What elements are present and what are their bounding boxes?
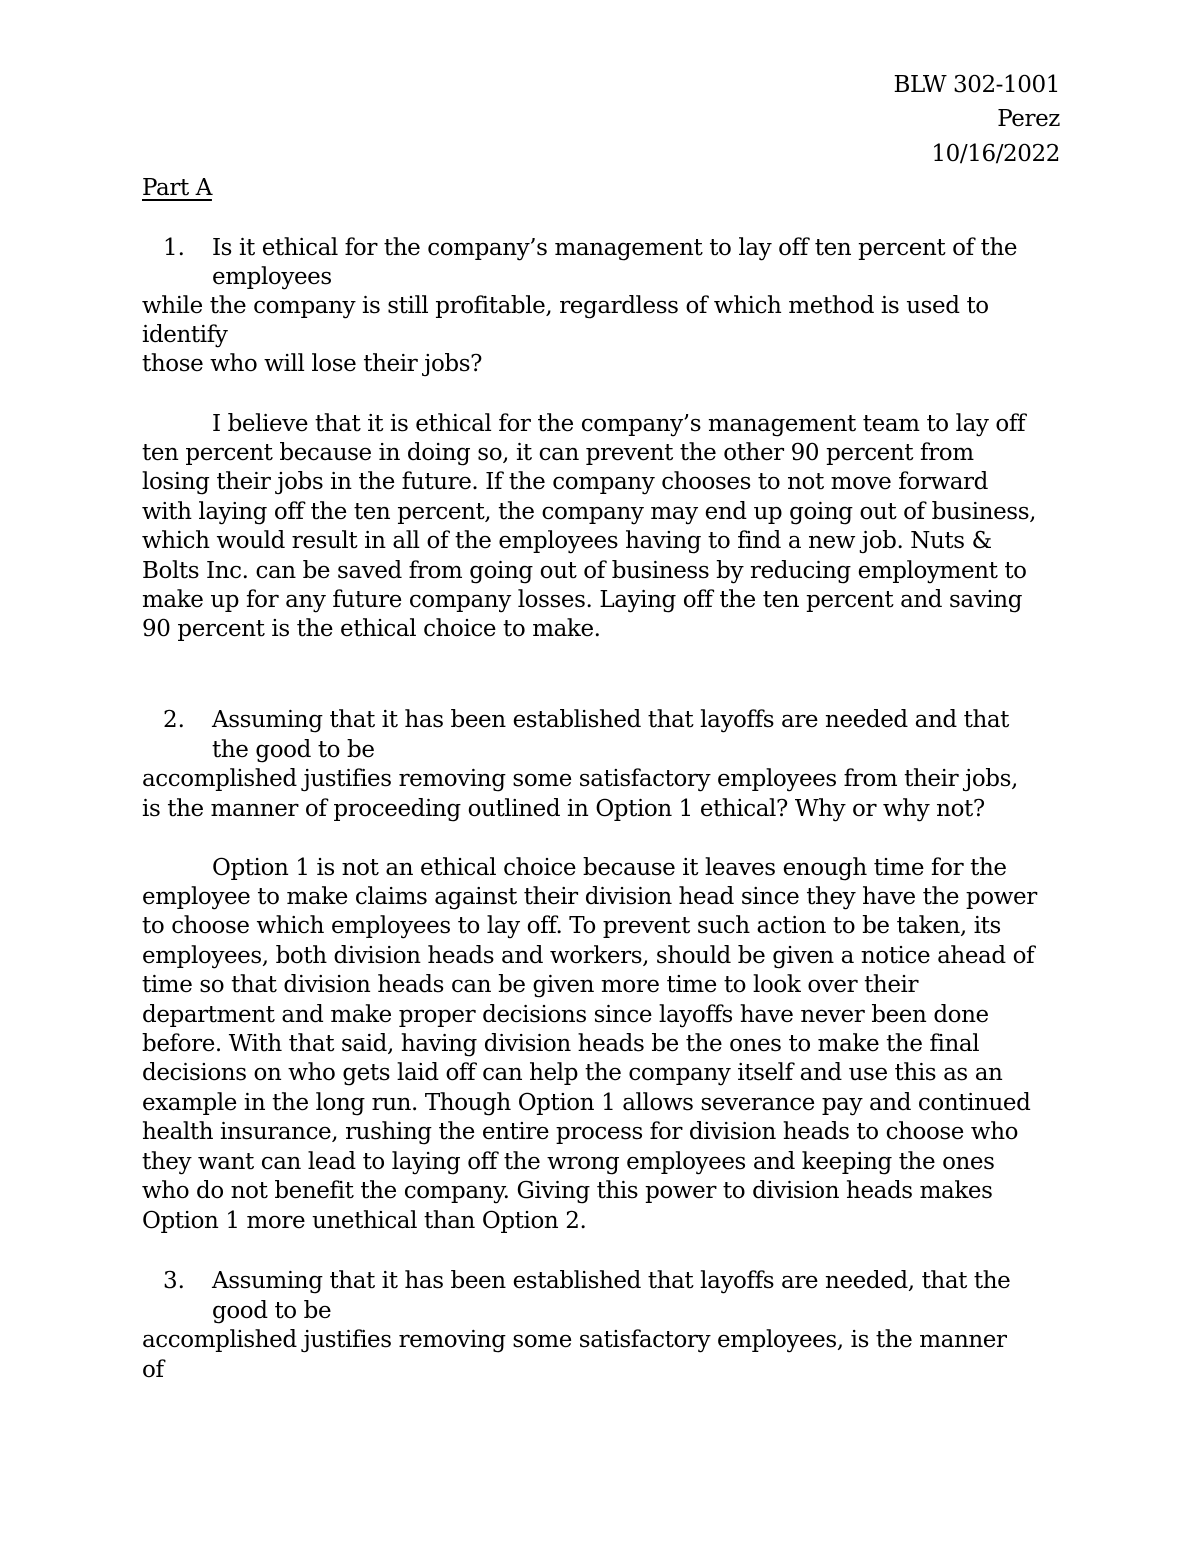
answer-2-line: Option 1 more unethical than Option 2. (142, 1208, 587, 1234)
answer-2-line: time so that division heads can be given more time to look over their (142, 972, 919, 998)
answer-2-line: employees, both division heads and workers, should be given a notice ahead of (142, 943, 1035, 969)
answer-2-line: example in the long run. Though Option 1 allows severance pay and continued (142, 1090, 1031, 1116)
question-1-line: employees (212, 264, 332, 290)
question-2-line: is the manner of proceeding outlined in Option 1 ethical? Why or why not? (142, 796, 985, 822)
answer-1-line: ten percent because in doing so, it can prevent the other 90 percent from (142, 440, 974, 466)
question-3-line: accomplished justifies removing some satisfactory employees, is the manner (142, 1327, 1007, 1353)
answer-2-line: health insurance, rushing the entire process for division heads to choose who (142, 1119, 1019, 1145)
author-name: Perez (997, 106, 1060, 132)
answer-2-line: decisions on who gets laid off can help the company itself and use this as an (142, 1060, 1003, 1086)
answer-1-line: with laying off the ten percent, the company may end up going out of business, (142, 499, 1037, 525)
question-2-line: accomplished justifies removing some satisfactory employees from their jobs, (142, 766, 1018, 792)
question-3-number: 3. (163, 1268, 185, 1294)
question-1-line: identify (142, 322, 228, 348)
answer-1-line: 90 percent is the ethical choice to make. (142, 616, 601, 642)
question-1-number: 1. (163, 235, 185, 261)
question-3-line: good to be (212, 1298, 332, 1324)
answer-1-line: make up for any future company losses. Laying off the ten percent and saving (142, 587, 1023, 613)
answer-1-line: which would result in all of the employees having to find a new job. Nuts & (142, 528, 992, 554)
question-3-line: Assuming that it has been established that layoffs are needed, that the (212, 1268, 1011, 1294)
course-code: BLW 302-1001 (893, 72, 1060, 98)
answer-2-line: Option 1 is not an ethical choice because it leaves enough time for the (212, 855, 1007, 881)
answer-2-line: who do not benefit the company. Giving this power to division heads makes (142, 1178, 993, 1204)
answer-1-line: I believe that it is ethical for the company’s management team to lay off (212, 411, 1026, 437)
question-3-line: of (142, 1357, 164, 1383)
question-1-line: while the company is still profitable, regardless of which method is used to (142, 293, 989, 319)
question-1-line: those who will lose their jobs? (142, 351, 483, 377)
document-date: 10/16/2022 (931, 141, 1060, 167)
question-2-line: Assuming that it has been established that layoffs are needed and that (212, 707, 1010, 733)
answer-2-line: they want can lead to laying off the wrong employees and keeping the ones (142, 1149, 995, 1175)
question-2-number: 2. (163, 707, 185, 733)
answer-2-line: employee to make claims against their division head since they have the power (142, 884, 1037, 910)
question-1-line: Is it ethical for the company’s management to lay off ten percent of the (212, 235, 1018, 261)
answer-1-line: losing their jobs in the future. If the company chooses to not move forward (142, 469, 988, 495)
answer-2-line: to choose which employees to lay off. To prevent such action to be taken, its (142, 913, 1001, 939)
question-2-line: the good to be (212, 737, 375, 763)
section-title: Part A (142, 175, 212, 201)
answer-2-line: before. With that said, having division heads be the ones to make the final (142, 1031, 980, 1057)
answer-1-line: Bolts Inc. can be saved from going out of business by reducing employment to (142, 558, 1027, 584)
answer-2-line: department and make proper decisions since layoffs have never been done (142, 1002, 989, 1028)
